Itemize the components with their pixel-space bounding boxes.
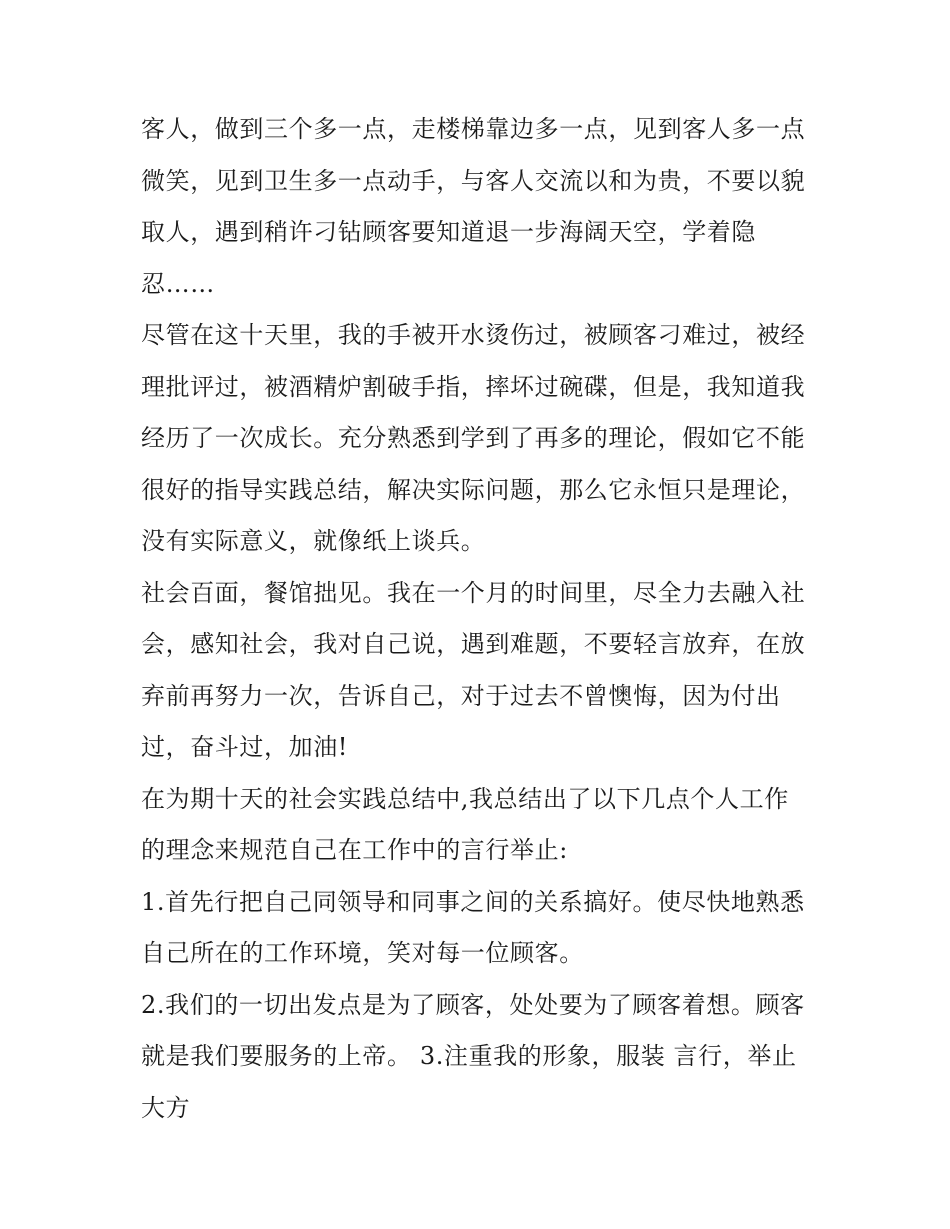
text-line: 很好的指导实践总结，解决实际问题，那么它永恒只是理论， xyxy=(141,475,806,504)
text-line: 大方 xyxy=(141,1093,191,1122)
text-line: 没有实际意义，就像纸上谈兵。 xyxy=(141,527,486,555)
text-line: 弃前再努力一次，告诉自己，对于过去不曾懊悔，因为付出 xyxy=(141,681,781,710)
text-line: 会，感知社会，我对自己说，遇到难题，不要轻言放弃，在放 xyxy=(141,630,806,658)
text-line: 取人，遇到稍许刁钻顾客要知道退一步海阔天空，学着隐 xyxy=(141,218,756,246)
text-line: 的理念来规范自己在工作中的言行举止: xyxy=(141,836,568,864)
text-line: 1.首先行把自己同领导和同事之间的关系搞好。使尽快地熟悉 xyxy=(141,887,805,916)
text-line: 忍…… xyxy=(141,269,215,298)
text-line: 微笑，见到卫生多一点动手，与客人交流以和为贵，不要以貌 xyxy=(141,166,806,195)
text-line: 2.我们的一切出发点是为了顾客，处处要为了顾客着想。顾客 xyxy=(141,990,805,1019)
text-line: 自己所在的工作环境，笑对每一位顾客。 xyxy=(141,939,584,967)
text-line: 在为期十天的社会实践总结中,我总结出了以下几点个人工作 xyxy=(141,784,789,813)
text-line: 经历了一次成长。充分熟悉到学到了再多的理论，假如它不能 xyxy=(141,424,806,452)
text-line: 就是我们要服务的上帝。 3.注重我的形象，服装 言行，举止 xyxy=(141,1042,797,1070)
text-line: 客人，做到三个多一点，走楼梯靠边多一点，见到客人多一点 xyxy=(141,115,806,143)
text-line: 社会百面，餐馆拙见。我在一个月的时间里，尽全力去融入社 xyxy=(141,578,806,607)
text-line: 尽管在这十天里，我的手被开水烫伤过，被顾客刁难过，被经 xyxy=(141,321,806,349)
body-text xyxy=(141,104,821,1134)
text-line: 理批评过，被酒精炉割破手指，摔坏过碗碟，但是，我知道我 xyxy=(141,372,806,401)
text-line: 过，奋斗过，加油! xyxy=(141,733,349,761)
